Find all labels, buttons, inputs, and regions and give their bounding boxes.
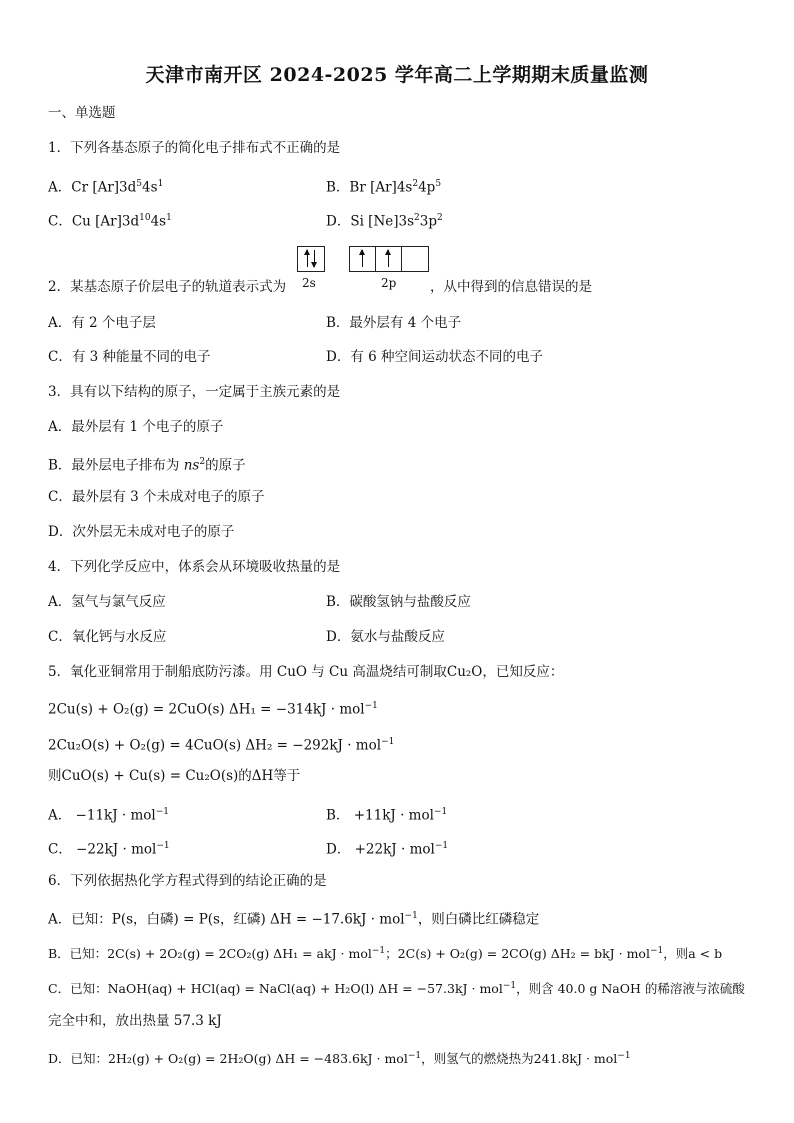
- q5-option-c: C． −22kJ · mol$^{-1}$: [48, 841, 170, 858]
- spin-down-arrow-icon: [314, 250, 315, 267]
- q3-option-b: B．最外层电子排布为 $ns^2$的原子: [48, 457, 246, 474]
- q2-option-d: D．有 6 种空间运动状态不同的电子: [326, 349, 543, 365]
- q6-option-d: D．已知：2H₂(g) + O₂(g) = 2H₂O(g) ΔH = −483.6kJ · mol$^{-1}$，则氢气的燃烧热为241.8kJ · mol$^{-1}$: [48, 1051, 631, 1067]
- q3-option-a: A．最外层有 1 个电子的原子: [48, 419, 224, 435]
- q6-option-c: C．已知：NaOH(aq) + HCl(aq) = NaCl(aq) + H₂O(l) ΔH = −57.3kJ · mol$^{-1}$，则含 40.0 g NaOH 的稀溶液与浓硫酸: [48, 981, 745, 997]
- q2-option-a: A．有 2 个电子层: [48, 315, 156, 331]
- q5-equation-2: 2Cu₂O(s) + O₂(g) = 4CuO(s) ΔH₂ = −292kJ · mol$^{-1}$: [48, 737, 395, 754]
- q1-option-d: D．Si $[Ne]3s^23p^2$: [326, 213, 443, 230]
- q4-option-a: A．氢气与氯气反应: [48, 594, 166, 610]
- orbital-label-2s: 2s: [302, 276, 316, 290]
- q1-option-a: A．Cr $[Ar]3d^54s^1$: [48, 179, 164, 196]
- q5-equation-3: 则CuO(s) + Cu(s) = Cu₂O(s)的ΔH等于: [48, 768, 301, 784]
- q1-stem: 1．下列各基态原子的简化电子排布式不正确的是: [48, 140, 341, 156]
- q3-stem: 3．具有以下结构的原子，一定属于主族元素的是: [48, 384, 341, 400]
- q2-option-c: C．有 3 种能量不同的电子: [48, 349, 211, 365]
- q4-stem: 4．下列化学反应中，体系会从环境吸收热量的是: [48, 559, 341, 575]
- q6-option-a: A．已知：P(s，白磷) = P(s，红磷) ΔH = −17.6kJ · mol$^{-1}$，则白磷比红磷稳定: [48, 911, 540, 928]
- q4-option-b: B．碳酸氢钠与盐酸反应: [326, 594, 471, 610]
- spin-up-arrow-icon: [362, 250, 363, 267]
- section-heading: 一、单选题: [48, 105, 116, 121]
- q2-stem-tail: ，从中得到的信息错误的是: [430, 279, 592, 295]
- q6-stem: 6．下列依据热化学方程式得到的结论正确的是: [48, 873, 327, 889]
- spin-up-arrow-icon: [388, 250, 389, 267]
- q4-option-c: C．氧化钙与水反应: [48, 629, 167, 645]
- page-title: 天津市南开区 2024-2025 学年高二上学期期末质量监测: [145, 64, 649, 86]
- q6-option-b: B．已知：2C(s) + 2O₂(g) = 2CO₂(g) ΔH₁ = akJ · mol$^{-1}$；2C(s) + O₂(g) = 2CO(g) ΔH₂ = bkJ · mol$^{-1}$，则a < b: [48, 946, 723, 962]
- q2-option-b: B．最外层有 4 个电子: [326, 315, 462, 331]
- q2-stem: 2．某基态原子价层电子的轨道表示式为: [48, 279, 287, 295]
- q1-option-b: B．Br $[Ar]4s^24p^5$: [326, 179, 442, 196]
- q1-option-c: C．Cu $[Ar]3d^{10}4s^1$: [48, 213, 172, 230]
- orbital-2p-box: [349, 246, 429, 272]
- q5-stem: 5．氧化亚铜常用于制船底防污漆。用 CuO 与 Cu 高温烧结可制取Cu₂O，已知反应：: [48, 664, 564, 680]
- q5-option-a: A． −11kJ · mol$^{-1}$: [48, 807, 170, 824]
- orbital-2s-box: [297, 246, 325, 272]
- q3-option-c: C．最外层有 3 个未成对电子的原子: [48, 489, 265, 505]
- q5-option-b: B． +11kJ · mol$^{-1}$: [326, 807, 448, 824]
- spin-up-arrow-icon: [307, 250, 308, 267]
- q5-equation-1: 2Cu(s) + O₂(g) = 2CuO(s) ΔH₁ = −314kJ · mol$^{-1}$: [48, 701, 378, 718]
- q3-option-d: D．次外层无未成对电子的原子: [48, 524, 235, 540]
- q6-option-c-continued: 完全中和，放出热量 57.3 kJ: [48, 1013, 222, 1029]
- q5-option-d: D． +22kJ · mol$^{-1}$: [326, 841, 449, 858]
- q4-option-d: D．氨水与盐酸反应: [326, 629, 445, 645]
- orbital-label-2p: 2p: [381, 276, 397, 290]
